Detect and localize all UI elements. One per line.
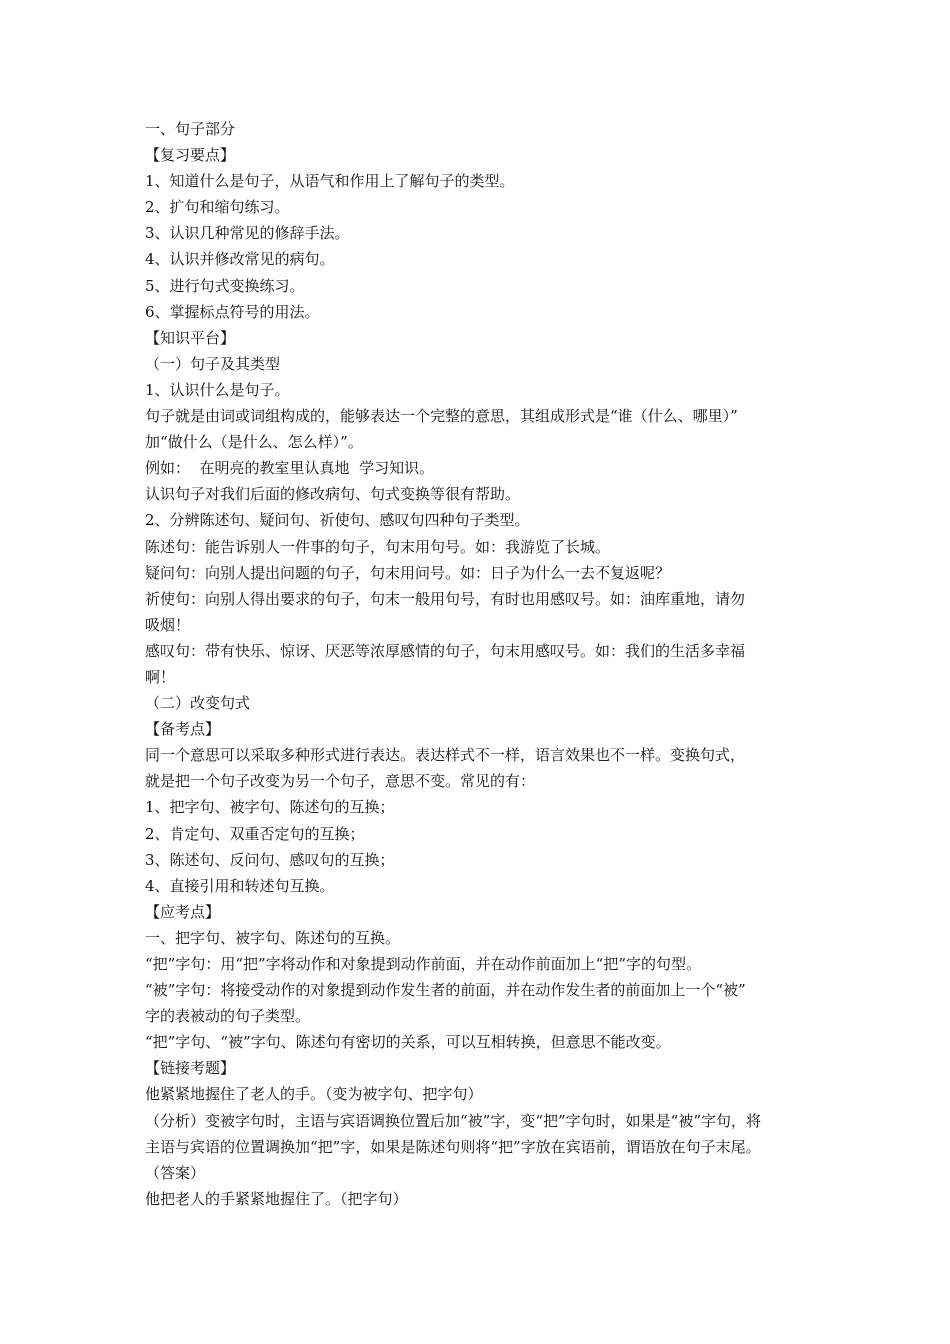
text-line: 就是把一个句子改变为另一个句子，意思不变。常见的有： xyxy=(145,772,536,791)
text-line: “把”字句：用“把”字将动作和对象提到动作前面，并在动作前面加上“把”字的句型。 xyxy=(145,955,702,973)
subheading-linked-questions: 【链接考题】 xyxy=(145,1059,236,1078)
text-line: 主语与宾语的位置调换加“把”字，如果是陈述句则将“把”字放在宾语前，谓语放在句子末尾。 xyxy=(145,1137,761,1156)
text-line: 2、扩句和缩句练习。 xyxy=(145,198,290,217)
text-line: 感叹句：带有快乐、惊讶、厌恶等浓厚感情的句子，句末用感叹号。如：我们的生活多幸福 xyxy=(145,641,746,660)
text-line: 他把老人的手紧紧地握住了。（把字句） xyxy=(145,1189,408,1208)
text-line: 认识句子对我们后面的修改病句、句式变换等很有帮助。 xyxy=(145,485,521,504)
text-line: 同一个意思可以采取多种形式进行表达。表达样式不一样，语言效果也不一样。变换句式， xyxy=(145,746,746,765)
text-line: 句子就是由词或词组构成的，能够表达一个完整的意思，其组成形式是“谁（什么、哪里）” xyxy=(145,407,738,426)
section-heading: 一、句子部分 xyxy=(145,120,236,138)
text-line: 3、陈述句、反问句、感叹句的互换； xyxy=(145,850,395,869)
text-line: （分析）变被字句时，主语与宾语调换位置后加“被”字，变“把”字句时，如果是“被”字句，将 xyxy=(145,1111,762,1130)
text-line: 1、把字句、被字句、陈述句的互换； xyxy=(145,798,395,817)
text-line: 啊！ xyxy=(145,667,176,686)
text-line: 祈使句：向别人得出要求的句子，句末一般用句号，有时也用感叹号。如：油库重地，请勿 xyxy=(145,589,746,608)
text-line: 吸烟！ xyxy=(145,615,191,634)
text-line: 4、直接引用和转述句互换。 xyxy=(145,876,335,895)
text-line: 3、认识几种常见的修辞手法。 xyxy=(145,224,350,243)
text-line: 1、认识什么是句子。 xyxy=(145,380,290,399)
example-line: 例如： 在明亮的教室里认真地 学习知识。 xyxy=(145,459,435,478)
text-line: “被”字句：将接受动作的对象提到动作发生者的前面，并在动作发生者的前面加上一个“被” xyxy=(145,981,746,1000)
text-line: 1、知道什么是句子，从语气和作用上了解句子的类型。 xyxy=(145,172,515,191)
text-line: 5、进行句式变换练习。 xyxy=(145,276,305,295)
text-line: 加“做什么（是什么、怎么样）”。 xyxy=(145,433,363,452)
subheading-exam-points: 【备考点】 xyxy=(145,720,221,739)
subheading-test-points: 【应考点】 xyxy=(145,902,221,921)
text-line: 2、肯定句、双重否定句的互换； xyxy=(145,824,365,843)
text-line: （答案） xyxy=(145,1163,206,1182)
subheading-knowledge-platform: 【知识平台】 xyxy=(145,328,236,347)
text-line: 疑问句：向别人提出问题的句子，句末用问号。如：日子为什么一去不复返呢？ xyxy=(145,563,671,582)
text-line: 陈述句：能告诉别人一件事的句子，句末用句号。如：我游览了长城。 xyxy=(145,537,611,556)
text-line: “把”字句、“被”字句、陈述句有密切的关系，可以互相转换，但意思不能改变。 xyxy=(145,1033,671,1052)
subheading-review-points: 【复习要点】 xyxy=(145,146,236,165)
text-line: 字的表被动的句子类型。 xyxy=(145,1007,311,1026)
subsection-heading: （二）改变句式 xyxy=(145,694,251,713)
text-line: 一、把字句、被字句、陈述句的互换。 xyxy=(145,928,401,947)
document-page xyxy=(145,116,810,1212)
text-line: 他紧紧地握住了老人的手。（变为被字句、把字句） xyxy=(145,1085,483,1104)
text-line: 6、掌握标点符号的用法。 xyxy=(145,302,320,321)
text-line: 2、分辨陈述句、疑问句、祈使句、感叹句四种句子类型。 xyxy=(145,511,530,530)
text-line: 4、认识并修改常见的病句。 xyxy=(145,250,335,269)
subsection-heading: （一）句子及其类型 xyxy=(145,354,281,373)
